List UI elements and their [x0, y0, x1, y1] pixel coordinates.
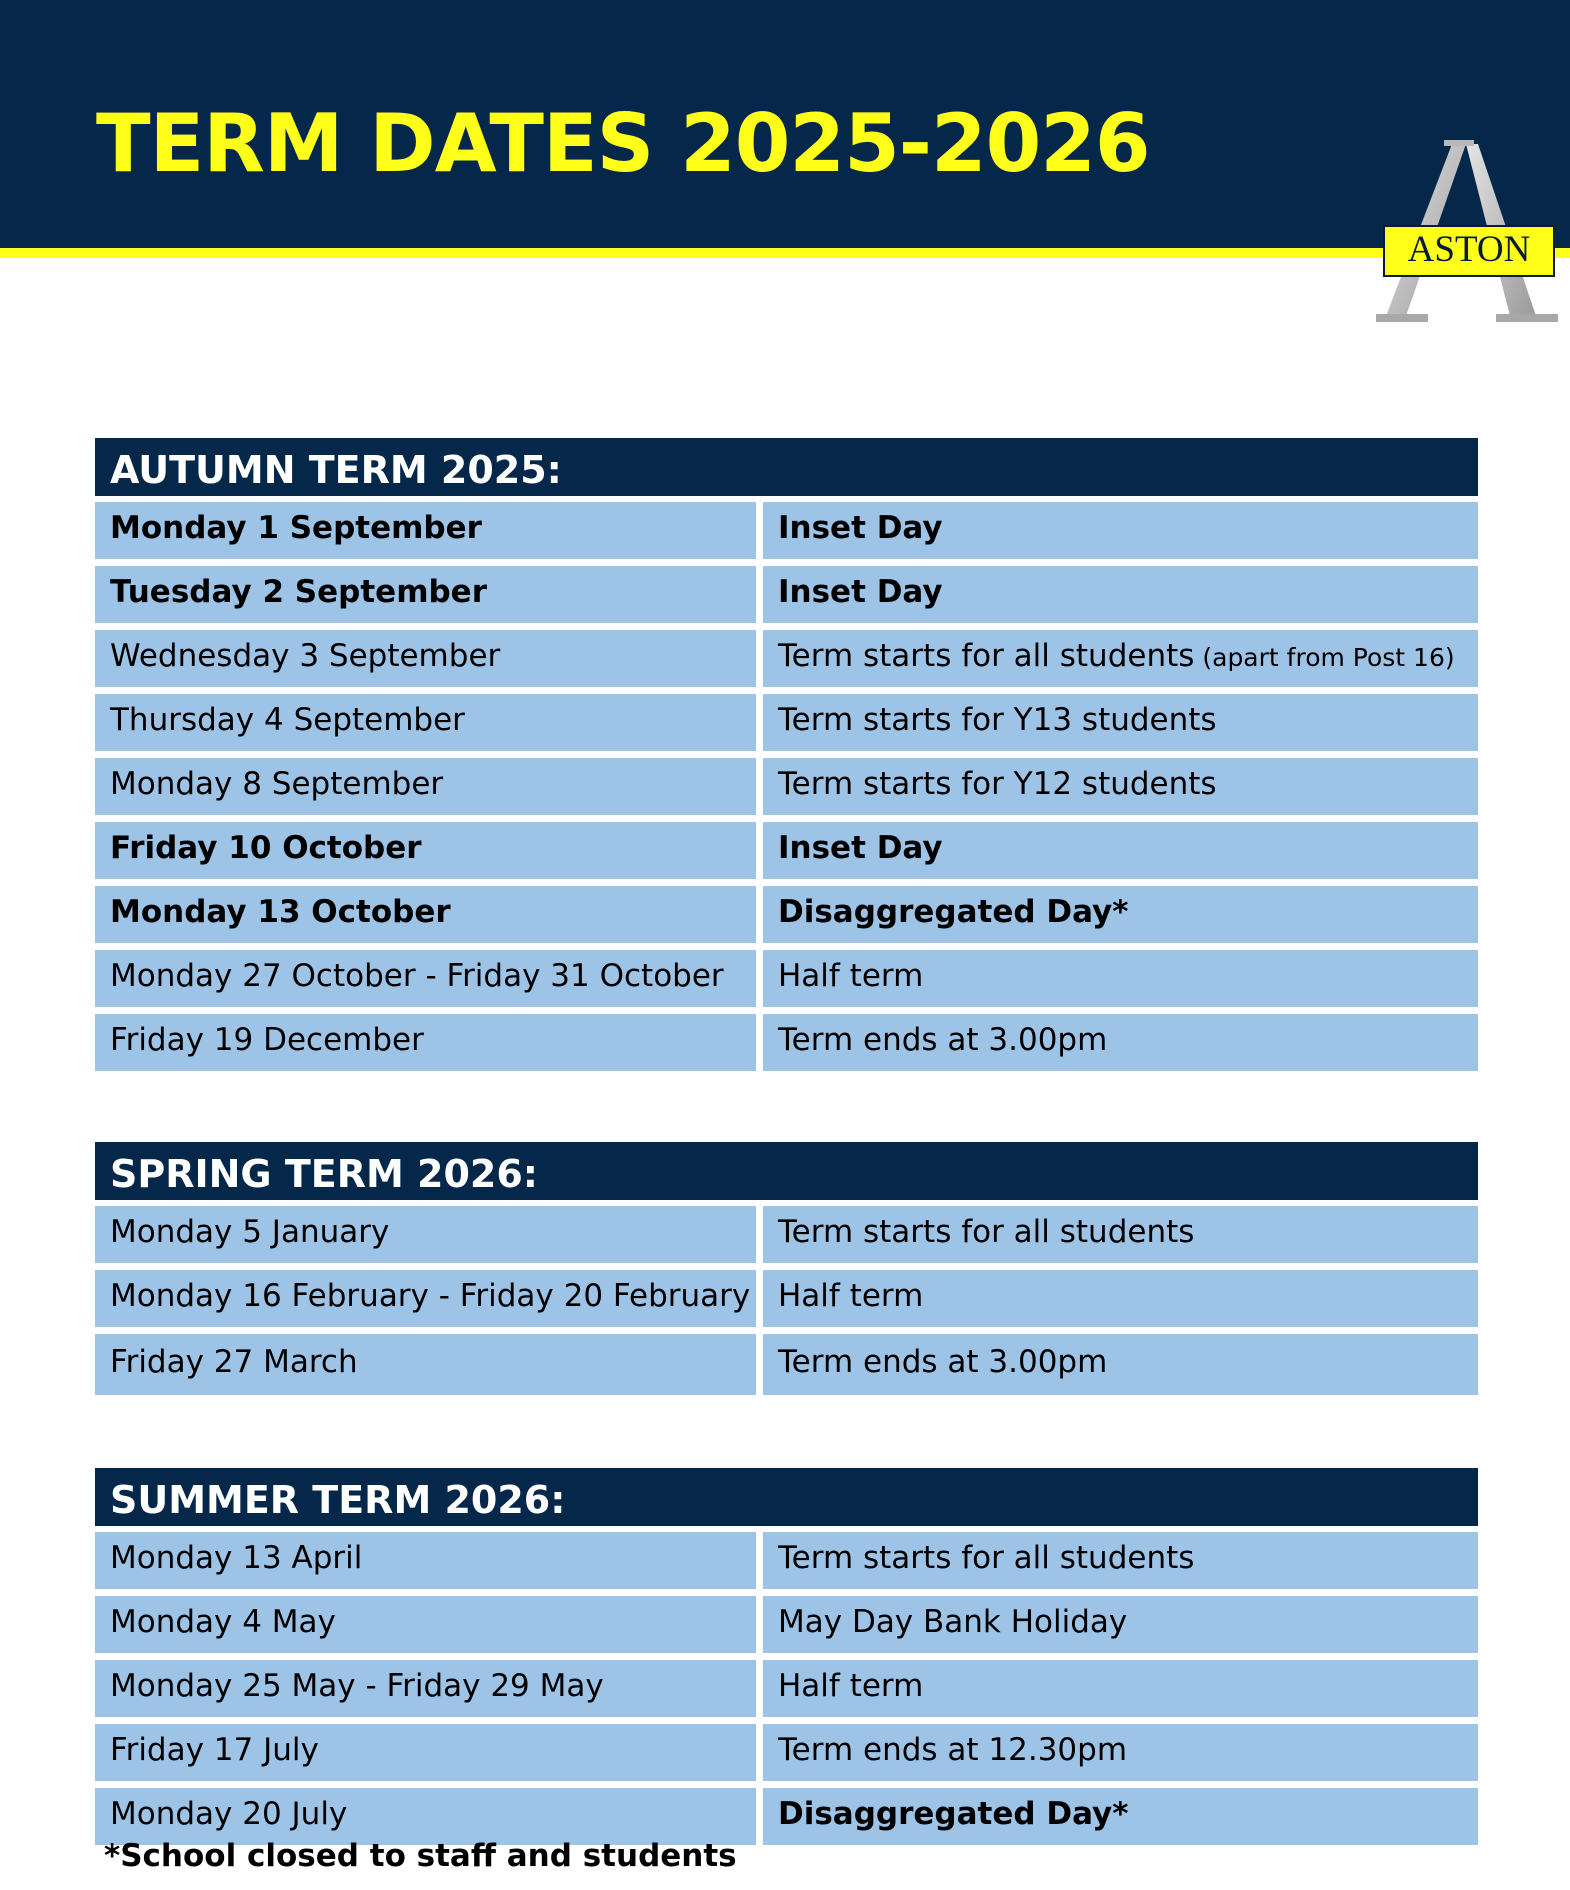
date-cell: Monday 13 October — [95, 886, 756, 943]
event-cell: Term starts for all students — [763, 1532, 1478, 1589]
date-cell: Monday 1 September — [95, 502, 756, 559]
event-cell: Inset Day — [763, 502, 1478, 559]
event-cell: Term starts for Y12 students — [763, 758, 1478, 815]
event-cell: Term starts for Y13 students — [763, 694, 1478, 751]
event-cell: Term starts for all students — [763, 1206, 1478, 1263]
table-row — [95, 886, 1478, 943]
date-cell: Wednesday 3 September — [95, 630, 756, 687]
table-row — [95, 694, 1478, 751]
event-cell: Disaggregated Day* — [763, 886, 1478, 943]
table-row — [95, 1014, 1478, 1071]
event-cell: Term ends at 3.00pm — [763, 1014, 1478, 1071]
footnote: *School closed to staff and students — [104, 1838, 737, 1874]
table-row — [95, 822, 1478, 879]
event-note: (apart from Post 16) — [1194, 643, 1455, 672]
table-row — [95, 1270, 1478, 1327]
aston-logo — [1370, 138, 1570, 338]
event-text: Term starts for all students — [778, 638, 1195, 674]
date-cell: Monday 8 September — [95, 758, 756, 815]
table-row — [95, 566, 1478, 623]
table-row — [95, 1724, 1478, 1781]
event-cell: Inset Day — [763, 822, 1478, 879]
table-row — [95, 1334, 1478, 1395]
date-cell: Tuesday 2 September — [95, 566, 756, 623]
date-cell: Friday 19 December — [95, 1014, 756, 1071]
table-row — [95, 758, 1478, 815]
term-heading: AUTUMN TERM 2025: — [95, 438, 1478, 496]
table-row — [95, 1596, 1478, 1653]
logo-text: ASTON — [1407, 229, 1531, 270]
event-cell: Half term — [763, 1270, 1478, 1327]
table-row — [95, 950, 1478, 1007]
event-cell: Inset Day — [763, 566, 1478, 623]
event-cell — [763, 630, 1478, 687]
event-cell: Term ends at 3.00pm — [763, 1334, 1478, 1395]
summer-term-table — [95, 1468, 1478, 1852]
event-cell: Half term — [763, 950, 1478, 1007]
term-heading: SPRING TERM 2026: — [95, 1142, 1478, 1200]
header-divider — [0, 248, 1570, 258]
table-row — [95, 502, 1478, 559]
event-cell: Term ends at 12.30pm — [763, 1724, 1478, 1781]
autumn-term-table — [95, 438, 1478, 1078]
table-row — [95, 1660, 1478, 1717]
date-cell: Thursday 4 September — [95, 694, 756, 751]
page-title: TERM DATES 2025-2026 — [96, 97, 1150, 190]
date-cell: Monday 5 January — [95, 1206, 756, 1263]
table-row — [95, 1532, 1478, 1589]
date-cell: Friday 17 July — [95, 1724, 756, 1781]
date-cell: Friday 27 March — [95, 1334, 756, 1395]
date-cell: Friday 10 October — [95, 822, 756, 879]
date-cell: Monday 25 May - Friday 29 May — [95, 1660, 756, 1717]
date-cell: Monday 4 May — [95, 1596, 756, 1653]
table-row — [95, 630, 1478, 687]
event-cell: Disaggregated Day* — [763, 1788, 1478, 1845]
date-cell: Monday 27 October - Friday 31 October — [95, 950, 756, 1007]
date-cell: Monday 20 July — [95, 1788, 756, 1845]
event-cell: May Day Bank Holiday — [763, 1596, 1478, 1653]
event-cell: Half term — [763, 1660, 1478, 1717]
date-cell: Monday 16 February - Friday 20 February — [95, 1270, 756, 1327]
spring-term-table — [95, 1142, 1478, 1402]
date-cell: Monday 13 April — [95, 1532, 756, 1589]
table-row — [95, 1206, 1478, 1263]
term-heading: SUMMER TERM 2026: — [95, 1468, 1478, 1526]
